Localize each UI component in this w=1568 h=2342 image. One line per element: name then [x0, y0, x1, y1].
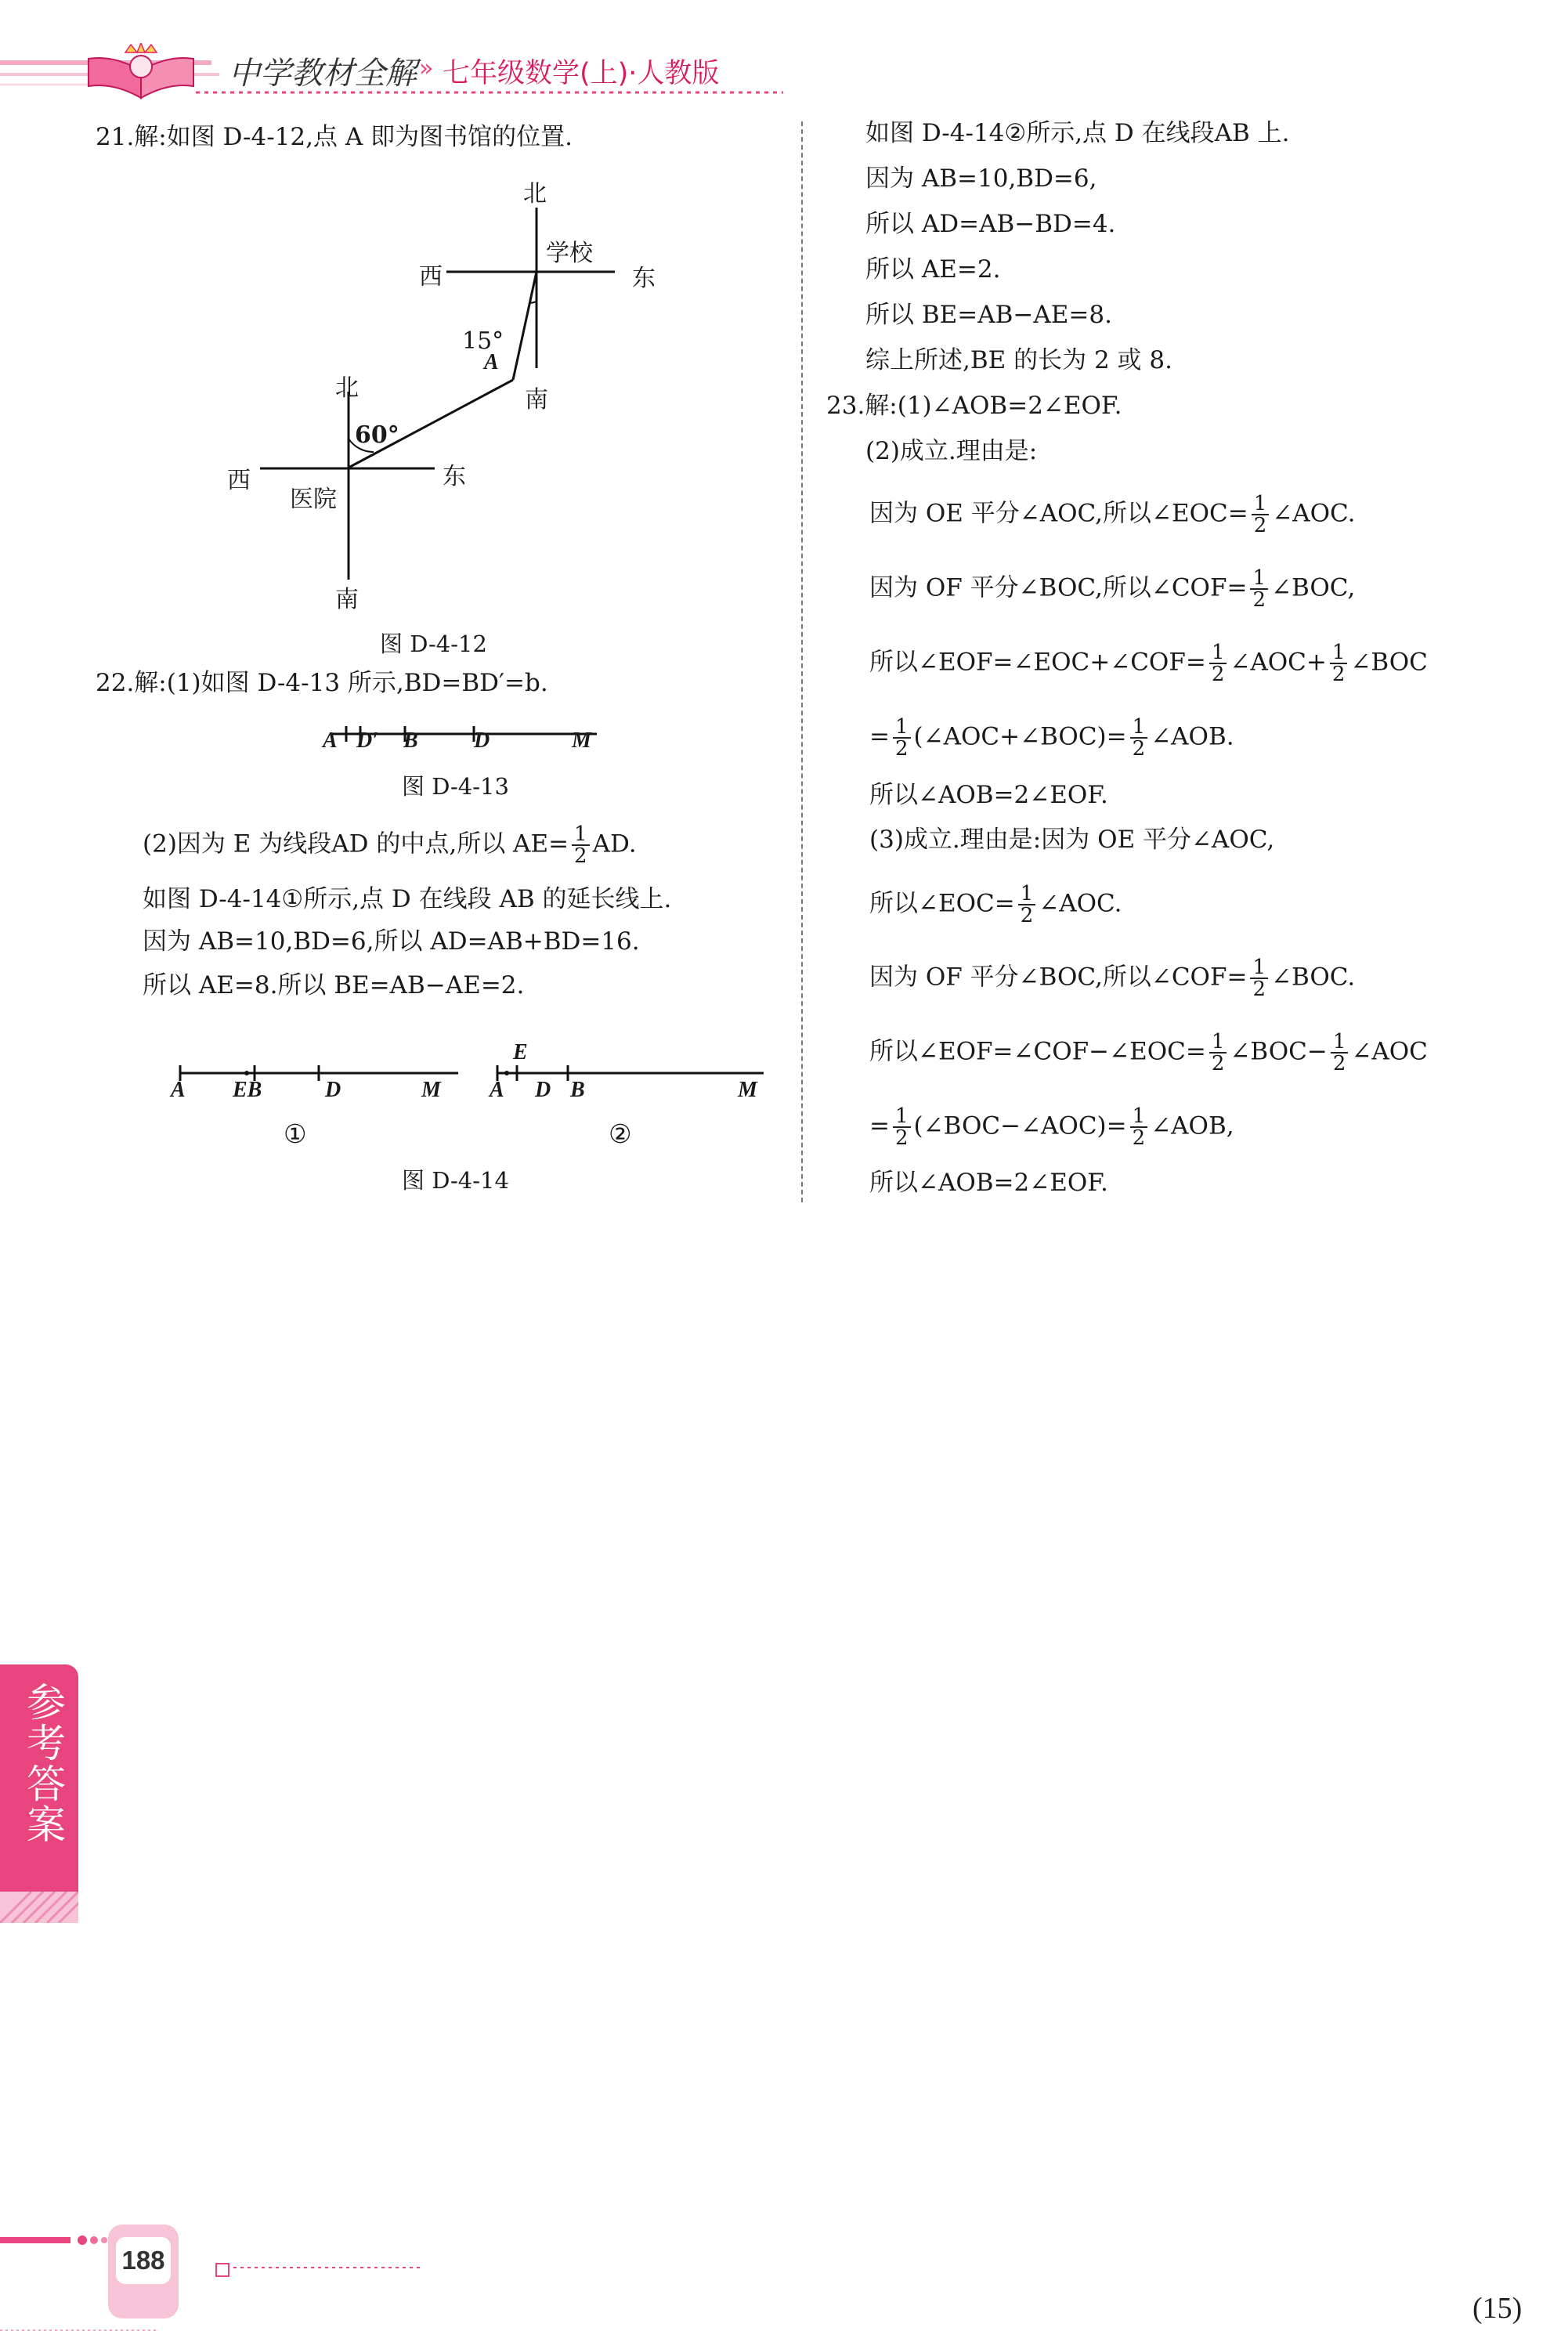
- fig12-hospital-label: 医院: [290, 486, 337, 513]
- r17: 所以∠EOF=∠COF−∠EOC= $\frac{1}{2}$ ∠BOC− $\frac{1}{2}$ ∠AOC: [869, 1030, 1428, 1075]
- fig12-east-label: 东: [632, 265, 656, 292]
- fig14-right-label-b: B: [570, 1078, 585, 1102]
- r12: = $\frac{1}{2}$ (∠AOC+∠BOC)= $\frac{1}{2}$ ∠AOB.: [869, 715, 1234, 761]
- fig14-left-label-m: M: [421, 1078, 441, 1102]
- fig13-caption: 图 D-4-13: [402, 773, 509, 800]
- fraction-half: $\frac{1}{2}$: [893, 1106, 911, 1148]
- r11: 所以∠EOF=∠EOC+∠COF= $\frac{1}{2}$ ∠AOC+ $\frac{1}{2}$ ∠BOC: [869, 641, 1428, 686]
- fraction-half: $\frac{1}{2}$: [572, 824, 590, 866]
- q22-part2-pre: (2)因为 E 为线段AD 的中点,所以 AE=: [143, 829, 569, 858]
- fig12-point-a-label: A: [484, 350, 499, 374]
- q22-part2-text: [143, 824, 637, 866]
- fig12-caption: 图 D-4-12: [380, 631, 487, 657]
- column-divider: [801, 121, 803, 1202]
- r8: (2)成立.理由是:: [865, 437, 1038, 465]
- r16: 因为 OF 平分∠BOC,所以∠COF= $\frac{1}{2}$ ∠BOC.: [869, 956, 1356, 1001]
- fig12-north2-label: 北: [335, 374, 359, 402]
- fig12-west-label: 西: [419, 263, 443, 291]
- r13: 所以∠AOB=2∠EOF.: [869, 781, 1108, 809]
- fig12-south-label: 南: [525, 386, 548, 414]
- bottom-code: (15): [1472, 2292, 1523, 2325]
- fraction-half: $\frac{1}{2}$: [893, 717, 911, 759]
- fraction-half: $\frac{1}{2}$: [1130, 1106, 1148, 1148]
- fraction-half: $\frac{1}{2}$: [1018, 884, 1036, 926]
- fraction-half: $\frac{1}{2}$: [1130, 717, 1148, 759]
- book-logo-icon: [82, 43, 200, 106]
- fig13-label-d-prime: D′: [356, 728, 379, 753]
- fig13-label-a: A: [323, 728, 338, 753]
- fraction-half: $\frac{1}{2}$: [1331, 1032, 1349, 1074]
- figure-d-4-12-compass-diagram: [219, 168, 689, 623]
- r9: 因为 OE 平分∠AOC,所以∠EOC= $\frac{1}{2}$ ∠AOC.: [869, 492, 1356, 537]
- fig13-label-d: D: [474, 728, 490, 753]
- fraction-half: $\frac{1}{2}$: [1209, 642, 1227, 685]
- fig14-right-label-e: E: [513, 1040, 528, 1064]
- fraction-half: $\frac{1}{2}$: [1252, 493, 1270, 536]
- fig12-angle-60-label: 60°: [355, 421, 399, 449]
- r6: 综上所述,BE 的长为 2 或 8.: [865, 346, 1172, 374]
- q22-line5: 所以 AE=8.所以 BE=AB−AE=2.: [143, 971, 525, 999]
- fig14-right-label-m: M: [738, 1078, 757, 1102]
- fig14-left-label-d: D: [325, 1078, 341, 1102]
- fig14-left-label-a: A: [171, 1078, 186, 1102]
- r14: (3)成立.理由是:因为 OE 平分∠AOC,: [869, 826, 1275, 854]
- fig12-south2-label: 南: [335, 586, 359, 613]
- r10: 因为 OF 平分∠BOC,所以∠COF= $\frac{1}{2}$ ∠BOC,: [869, 566, 1356, 612]
- q21-text: 21.解:如图 D-4-12,点 A 即为图书馆的位置.: [96, 123, 573, 151]
- fig14-sub-1: ①: [284, 1119, 307, 1149]
- fraction-half: $\frac{1}{2}$: [1209, 1032, 1227, 1074]
- r5: 所以 BE=AB−AE=8.: [865, 301, 1112, 329]
- book-subtitle: 七年级数学(上)·人教版: [443, 58, 720, 89]
- book-title: 中学教材全解: [229, 56, 417, 92]
- fraction-half: $\frac{1}{2}$: [1250, 957, 1268, 999]
- r2: 因为 AB=10,BD=6,: [865, 164, 1097, 193]
- page-number: 188: [116, 2237, 171, 2284]
- q22-line3: 如图 D-4-14①所示,点 D 在线段 AB 的延长线上.: [143, 885, 672, 913]
- q22-part1-text: 22.解:(1)如图 D-4-13 所示,BD=BD′=b.: [96, 669, 548, 697]
- fig13-label-m: M: [572, 728, 591, 753]
- fig14-right-label-a: A: [490, 1078, 504, 1102]
- fraction-half: $\frac{1}{2}$: [1250, 568, 1268, 610]
- fig13-label-b: B: [403, 728, 418, 753]
- side-tab: [0, 1664, 78, 1892]
- fig12-angle-15-label: 15°: [462, 327, 504, 355]
- r1: 如图 D-4-14②所示,点 D 在线段AB 上.: [865, 119, 1290, 147]
- fig14-caption: 图 D-4-14: [402, 1167, 509, 1194]
- q22-line4: 因为 AB=10,BD=6,所以 AD=AB+BD=16.: [143, 927, 640, 956]
- fig14-right-label-d: D: [535, 1078, 551, 1102]
- separator-icon: »: [419, 55, 434, 82]
- fig12-school-label: 学校: [546, 240, 593, 267]
- side-tab-stripes: [0, 1892, 78, 1923]
- fig14-sub-2: ②: [609, 1119, 632, 1149]
- fig14-left-label-eb: EB: [233, 1078, 262, 1102]
- r3: 所以 AD=AB−BD=4.: [865, 210, 1116, 238]
- side-tab-label: 参考答案: [20, 1682, 66, 1845]
- r18: = $\frac{1}{2}$ (∠BOC−∠AOC)= $\frac{1}{2}$ ∠AOB,: [869, 1104, 1234, 1150]
- fraction-half: $\frac{1}{2}$: [1330, 642, 1348, 685]
- q22-part2-post: AD.: [592, 829, 637, 858]
- r4: 所以 AE=2.: [865, 255, 1001, 284]
- fig12-north-label: 北: [523, 180, 547, 208]
- fig12-east2-label: 东: [443, 463, 466, 490]
- r19: 所以∠AOB=2∠EOF.: [869, 1169, 1108, 1197]
- footer-decoration: [0, 2225, 439, 2342]
- r15: 所以∠EOC= $\frac{1}{2}$ ∠AOC.: [869, 882, 1122, 927]
- r7: 23.解:(1)∠AOB=2∠EOF.: [826, 392, 1122, 420]
- fig12-west2-label: 西: [227, 467, 251, 494]
